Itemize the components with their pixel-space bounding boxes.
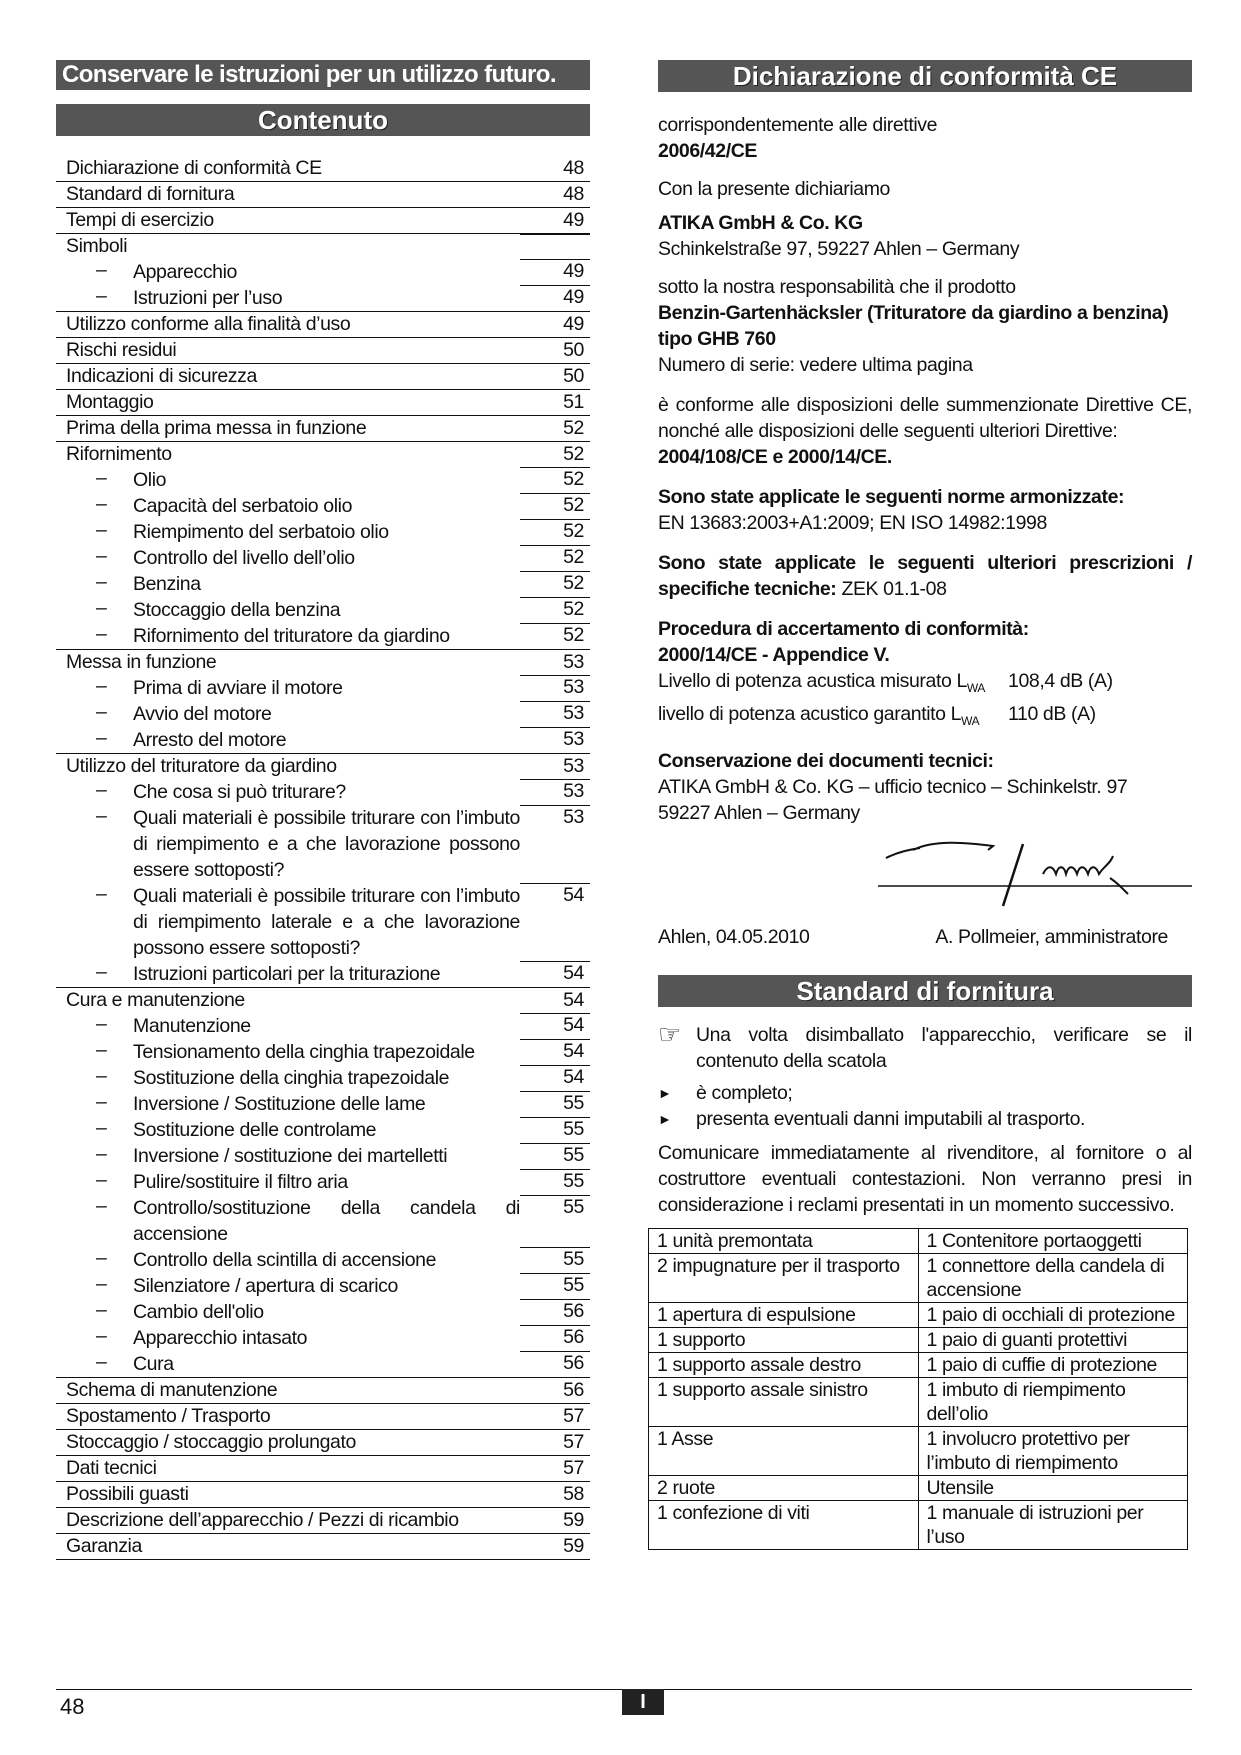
- toc-label: Indicazioni di sicurezza: [66, 365, 257, 387]
- toc-label: Apparecchio: [133, 261, 238, 283]
- toc-label: Rifornimento: [66, 443, 172, 465]
- table-cell: 1 manuale di istruzioni per l’uso: [918, 1501, 1188, 1550]
- table-cell: 2 ruote: [649, 1476, 919, 1501]
- toc-entry[interactable]: [56, 156, 590, 181]
- toc-entry[interactable]: [56, 233, 590, 259]
- toc-page: 56: [563, 1300, 584, 1322]
- table-cell: 1 connettore della candela di accensione: [918, 1254, 1188, 1303]
- toc-page: 54: [563, 989, 584, 1011]
- guaranteed-label: livello di potenza acustico garantito $L_{WA}$: [658, 702, 980, 728]
- toc-subentry[interactable]: – Quali materiali è possibile triturare con l’imbuto di riempimento e a che lavorazione possono essere sottoposti? 53: [56, 805, 590, 883]
- table-cell: 1 paio di occhiali di protezione: [918, 1303, 1188, 1328]
- supply-title: Standard di fornitura: [658, 975, 1192, 1007]
- toc-page: 52: [563, 572, 584, 594]
- toc-subentry[interactable]: – Istruzioni particolari per la triturazione 54: [56, 961, 590, 987]
- bullet-item: [658, 1106, 1192, 1132]
- toc-subentry[interactable]: – Sostituzione della cinghia trapezoidale 54: [56, 1065, 590, 1091]
- toc-page: 53: [563, 651, 584, 673]
- page-number: 48: [60, 1694, 85, 1719]
- arrow-bullet-icon: ►: [658, 1085, 672, 1101]
- toc-label: Inversione / Sostituzione delle lame: [133, 1093, 426, 1115]
- toc-label: Descrizione dell’apparecchio / Pezzi di ricambio: [66, 1509, 459, 1531]
- table-cell: 1 supporto assale sinistro: [649, 1378, 919, 1427]
- toc-subentry[interactable]: – Benzina 52: [56, 571, 590, 597]
- table-cell: 1 unità premontata: [649, 1229, 919, 1254]
- toc-page: 52: [563, 417, 584, 439]
- directive-intro: corrispondentemente alle direttive: [658, 114, 938, 136]
- toc-page: 48: [563, 157, 584, 179]
- toc-label: Controllo della scintilla di accensione: [133, 1249, 437, 1271]
- toc-page: 52: [563, 546, 584, 568]
- toc-label: Olio: [133, 469, 167, 491]
- toc-label: Simboli: [66, 235, 128, 257]
- toc-page: 52: [563, 520, 584, 542]
- toc-entry[interactable]: [56, 337, 590, 363]
- toc-label: Manutenzione: [133, 1015, 251, 1037]
- toc-page: 58: [563, 1483, 584, 1505]
- toc-subentry[interactable]: – Che cosa si può triturare? 53: [56, 779, 590, 805]
- spec-heading: Sono state applicate le seguenti ulteriori prescrizioni / specifiche tecniche:: [658, 552, 1192, 600]
- toc-label: Riempimento del serbatoio olio: [133, 521, 389, 543]
- toc-entry[interactable]: [56, 441, 590, 467]
- toc-subentry[interactable]: – Manutenzione 54: [56, 1013, 590, 1039]
- we-declare: Con la presente dichiariamo: [658, 178, 890, 200]
- toc-label: Rifornimento del trituratore da giardino: [133, 625, 450, 647]
- product-type: tipo GHB 760: [658, 328, 776, 350]
- table-cell: 1 Contenitore portaoggetti: [918, 1229, 1188, 1254]
- toc-subentry[interactable]: – Rifornimento del trituratore da giardino 52: [56, 623, 590, 649]
- spec-value: ZEK 01.1-08: [841, 578, 947, 600]
- toc-page: 55: [563, 1274, 584, 1296]
- toc-label: Arresto del motore: [133, 729, 287, 751]
- toc-page: 57: [563, 1431, 584, 1453]
- toc-page: [520, 234, 590, 235]
- toc-label: Tempi di esercizio: [66, 209, 214, 231]
- toc-label: Controllo del livello dell’olio: [133, 547, 355, 569]
- toc-page: 53: [563, 676, 584, 698]
- table-row: [649, 1378, 1188, 1427]
- product-name: Benzin-Gartenhäcksler (Trituratore da giardino a benzina): [658, 302, 1169, 324]
- toc-label: Utilizzo conforme alla finalità d’uso: [66, 313, 351, 335]
- toc-label: Prima della prima messa in funzione: [66, 417, 367, 439]
- toc-page: 54: [563, 1014, 584, 1036]
- table-row: [649, 1328, 1188, 1353]
- signature-area: [658, 836, 1192, 916]
- table-cell: 1 imbuto di riempimento dell’olio: [918, 1378, 1188, 1427]
- toc-label: Inversione / sostituzione dei martelletti: [133, 1145, 448, 1167]
- directive: 2006/42/CE: [658, 140, 757, 162]
- toc-page: 59: [563, 1509, 584, 1531]
- toc-page: 52: [563, 494, 584, 516]
- supply-table: [648, 1228, 1188, 1550]
- toc-page: 55: [563, 1196, 584, 1218]
- toc-subentry[interactable]: – Cura 56: [56, 1351, 590, 1377]
- toc-entry[interactable]: [56, 1455, 590, 1481]
- norms-heading: Sono state applicate le seguenti norme armonizzate:: [658, 486, 1125, 508]
- table-row: [649, 1353, 1188, 1378]
- complaint-notice: Comunicare immediatamente al rivenditore, al fornitore o al costruttore eventuali contestazioni. Non verranno presi in considerazione i reclami presentati in un momento successivo.: [658, 1142, 1192, 1216]
- serial-number: Numero di serie: vedere ultima pagina: [658, 354, 973, 376]
- toc-label: Utilizzo del trituratore da giardino: [66, 755, 337, 777]
- toc-label: Apparecchio intasato: [133, 1327, 308, 1349]
- procedure-value: 2000/14/CE - Appendice V.: [658, 644, 890, 666]
- toc-page: 53: [563, 755, 584, 777]
- toc-page: 51: [563, 391, 584, 413]
- docs-line-2: 59227 Ahlen – Germany: [658, 801, 860, 824]
- toc-subentry[interactable]: – Pulire/sostituire il filtro aria 55: [56, 1169, 590, 1195]
- toc-subentry[interactable]: – Tensionamento della cinghia trapezoidale 54: [56, 1039, 590, 1065]
- measured-label: Livello di potenza acustica misurato $L_{WA}$: [658, 670, 985, 695]
- toc-entry[interactable]: [56, 1429, 590, 1455]
- toc-page: 53: [563, 780, 584, 802]
- toc-subentry[interactable]: – Controllo della scintilla di accensione 55: [56, 1247, 590, 1273]
- toc-subentry[interactable]: – Riempimento del serbatoio olio 52: [56, 519, 590, 545]
- toc-entry[interactable]: [56, 1507, 590, 1533]
- toc-label: Schema di manutenzione: [66, 1379, 278, 1401]
- toc-entry[interactable]: [56, 207, 590, 233]
- norms-value: EN 13683:2003+A1:2009; EN ISO 14982:1998: [658, 512, 1047, 534]
- toc-page: 52: [563, 598, 584, 620]
- toc-label: Tensionamento della cinghia trapezoidale: [133, 1041, 475, 1063]
- toc-page: 52: [563, 443, 584, 465]
- company-name: ATIKA GmbH & Co. KG: [658, 212, 863, 234]
- toc-page: 55: [563, 1170, 584, 1192]
- toc-label: Che cosa si può triturare?: [133, 781, 346, 803]
- toc-page: 57: [563, 1457, 584, 1479]
- toc-subentry[interactable]: – Arresto del motore 53: [56, 727, 590, 753]
- toc-page: 55: [563, 1118, 584, 1140]
- toc-entry[interactable]: [56, 1377, 590, 1403]
- toc-label: Benzina: [133, 573, 201, 595]
- place-date: Ahlen, 04.05.2010: [658, 925, 810, 948]
- table-cell: 2 impugnature per il trasporto: [649, 1254, 919, 1303]
- toc-label: Avvio del motore: [133, 703, 272, 725]
- bullet-text: presenta eventuali danni imputabili al trasporto.: [696, 1108, 1086, 1130]
- toc-page: 52: [563, 468, 584, 490]
- toc-label: Stoccaggio / stoccaggio prolungato: [66, 1431, 356, 1453]
- toc-entry[interactable]: [56, 1403, 590, 1429]
- toc-label: Dichiarazione di conformità CE: [66, 157, 322, 179]
- toc-page: 55: [563, 1248, 584, 1270]
- toc-label: Standard di fornitura: [66, 183, 235, 205]
- right-column: [657, 60, 1192, 1548]
- toc-page: 55: [563, 1144, 584, 1166]
- toc-page: 50: [563, 365, 584, 387]
- toc-subentry[interactable]: – Olio 52: [56, 467, 590, 493]
- toc-subentry[interactable]: – Inversione / Sostituzione delle lame 55: [56, 1091, 590, 1117]
- toc-page: 49: [563, 209, 584, 231]
- toc-subentry[interactable]: – Avvio del motore 53: [56, 701, 590, 727]
- toc-label: Istruzioni per l’uso: [133, 287, 283, 309]
- toc-entry[interactable]: [56, 649, 590, 675]
- toc-entry[interactable]: [56, 389, 590, 415]
- toc-label: Montaggio: [66, 391, 154, 413]
- toc-page: 50: [563, 339, 584, 361]
- toc-label: Cura e manutenzione: [66, 989, 245, 1011]
- toc-page: 54: [563, 962, 584, 984]
- bullet-text: è completo;: [696, 1082, 793, 1104]
- toc-subentry[interactable]: – Apparecchio intasato 56: [56, 1325, 590, 1351]
- table-cell: 1 apertura di espulsione: [649, 1303, 919, 1328]
- toc-entry[interactable]: [56, 181, 590, 207]
- declaration-body: [658, 112, 1192, 950]
- toc-entry[interactable]: [56, 987, 590, 1013]
- toc-page: 54: [563, 1040, 584, 1062]
- hint: [658, 1019, 1192, 1074]
- toc-label: Spostamento / Trasporto: [66, 1405, 271, 1427]
- table-cell: Utensile: [918, 1476, 1188, 1501]
- toc-subentry[interactable]: – Apparecchio 49: [56, 259, 590, 285]
- table-row: [649, 1229, 1188, 1254]
- guaranteed-value: 110 dB (A): [1008, 702, 1096, 725]
- signature-image: [658, 836, 1192, 916]
- toc-entry[interactable]: [56, 363, 590, 389]
- pointing-hand-icon: ☞: [658, 1019, 681, 1049]
- toc-entry[interactable]: [56, 1481, 590, 1507]
- toc-page: 56: [563, 1326, 584, 1348]
- arrow-bullet-icon: ►: [658, 1111, 672, 1127]
- toc-page: 48: [563, 183, 584, 205]
- keep-instructions-notice: Conservare le istruzioni per un utilizzo futuro.: [56, 60, 590, 90]
- toc-title: Contenuto: [56, 104, 590, 136]
- bullet-item: [658, 1080, 1192, 1106]
- hint-text: Una volta disimballato l'apparecchio, verificare se il contenuto della scatola: [696, 1024, 1192, 1072]
- supply-body: [657, 1019, 1192, 1550]
- toc-page: 54: [563, 884, 584, 906]
- toc-page: 57: [563, 1405, 584, 1427]
- table-cell: 1 confezione di viti: [649, 1501, 919, 1550]
- toc-label: Quali materiali è possibile triturare con l’imbuto di riempimento e a che lavorazione possono essere sottoposti?: [133, 807, 520, 881]
- toc-page: 55: [563, 1092, 584, 1114]
- table-cell: 1 Asse: [649, 1427, 919, 1476]
- toc-subentry[interactable]: – Controllo/sostituzione della candela di accensione 55: [56, 1195, 590, 1247]
- table-cell: 1 supporto: [649, 1328, 919, 1353]
- table-row: [649, 1303, 1188, 1328]
- toc-label: Pulire/sostituire il filtro aria: [133, 1171, 348, 1193]
- toc-label: Garanzia: [66, 1535, 142, 1557]
- toc-label: Quali materiali è possibile triturare con l’imbuto di riempimento laterale e a che lavorazione possono essere sottoposti?: [133, 885, 520, 959]
- conformity-text: è conforme alle disposizioni delle summenzionate Direttive CE, nonché alle disposizioni delle seguenti ulteriori Direttive:: [658, 394, 1192, 442]
- toc-page: 56: [563, 1379, 584, 1401]
- toc-label: Controllo/sostituzione della candela di accensione: [133, 1197, 520, 1245]
- toc-subentry[interactable]: – Prima di avviare il motore 53: [56, 675, 590, 701]
- toc-label: Cambio dell'olio: [133, 1301, 264, 1323]
- table-cell: 1 paio di cuffie di protezione: [918, 1353, 1188, 1378]
- measured-value: 108,4 dB (A): [1008, 670, 1113, 692]
- toc-label: Stoccaggio della benzina: [133, 599, 341, 621]
- toc-label: Possibili guasti: [66, 1483, 189, 1505]
- signatory: A. Pollmeier, amministratore: [935, 925, 1168, 948]
- toc-label: Silenziatore / apertura di scarico: [133, 1275, 398, 1297]
- toc-subentry[interactable]: – Controllo del livello dell’olio 52: [56, 545, 590, 571]
- left-column: [56, 60, 590, 1560]
- toc-label: Cura: [133, 1353, 174, 1375]
- company-address: Schinkelstraße 97, 59227 Ahlen – Germany: [658, 238, 1020, 260]
- toc-entry[interactable]: [56, 1533, 590, 1560]
- table-of-contents: [56, 156, 590, 1560]
- toc-page: 49: [563, 260, 584, 282]
- more-directives: 2004/108/CE e 2000/14/CE.: [658, 446, 892, 468]
- toc-page: 54: [563, 1066, 584, 1088]
- toc-page: 53: [563, 702, 584, 724]
- toc-page: 53: [563, 728, 584, 750]
- table-cell: 1 involucro protettivo per l’imbuto di riempimento: [918, 1427, 1188, 1476]
- toc-page: 56: [563, 1352, 584, 1374]
- docs-line-1: ATIKA GmbH & Co. KG – ufficio tecnico – Schinkelstr. 97: [658, 775, 1128, 798]
- toc-entry[interactable]: [56, 311, 590, 337]
- toc-subentry[interactable]: – Stoccaggio della benzina 52: [56, 597, 590, 623]
- table-row: [649, 1501, 1188, 1550]
- toc-label: Istruzioni particolari per la triturazione: [133, 963, 441, 985]
- toc-label: Capacità del serbatoio olio: [133, 495, 353, 517]
- procedure-heading: Procedura di accertamento di conformità:: [658, 618, 1029, 640]
- toc-label: Dati tecnici: [66, 1457, 157, 1479]
- toc-label: Prima di avviare il motore: [133, 677, 343, 699]
- language-badge: I: [622, 1689, 664, 1715]
- toc-label: Sostituzione della cinghia trapezoidale: [133, 1067, 450, 1089]
- toc-subentry[interactable]: – Cambio dell'olio 56: [56, 1299, 590, 1325]
- table-cell: 1 supporto assale destro: [649, 1353, 919, 1378]
- toc-label: Rischi residui: [66, 339, 177, 361]
- signature-line: [658, 924, 1192, 950]
- toc-subentry[interactable]: – Quali materiali è possibile triturare con l’imbuto di riempimento laterale e a che lavorazione possono essere sottoposti? 54: [56, 883, 590, 961]
- table-row: [649, 1476, 1188, 1501]
- table-row: [649, 1254, 1188, 1303]
- declaration-title: Dichiarazione di conformità CE: [658, 60, 1192, 92]
- toc-subentry[interactable]: – Capacità del serbatoio olio 52: [56, 493, 590, 519]
- toc-subentry[interactable]: – Silenziatore / apertura di scarico 55: [56, 1273, 590, 1299]
- toc-page: 49: [563, 313, 584, 335]
- toc-entry[interactable]: [56, 753, 590, 779]
- toc-subentry[interactable]: – Inversione / sostituzione dei martelletti 55: [56, 1143, 590, 1169]
- table-cell: 1 paio di guanti protettivi: [918, 1328, 1188, 1353]
- docs-heading: Conservazione dei documenti tecnici:: [658, 749, 994, 772]
- toc-subentry[interactable]: – Sostituzione delle controlame 55: [56, 1117, 590, 1143]
- table-row: [649, 1427, 1188, 1476]
- toc-label: Messa in funzione: [66, 651, 217, 673]
- toc-page: 53: [563, 806, 584, 828]
- toc-entry[interactable]: [56, 415, 590, 441]
- toc-page: 49: [563, 286, 584, 308]
- toc-page: 59: [563, 1535, 584, 1557]
- toc-page: 52: [563, 624, 584, 646]
- responsibility: sotto la nostra responsabilità che il prodotto: [658, 276, 1016, 298]
- toc-subentry[interactable]: – Istruzioni per l’uso 49: [56, 285, 590, 311]
- toc-label: Sostituzione delle controlame: [133, 1119, 377, 1141]
